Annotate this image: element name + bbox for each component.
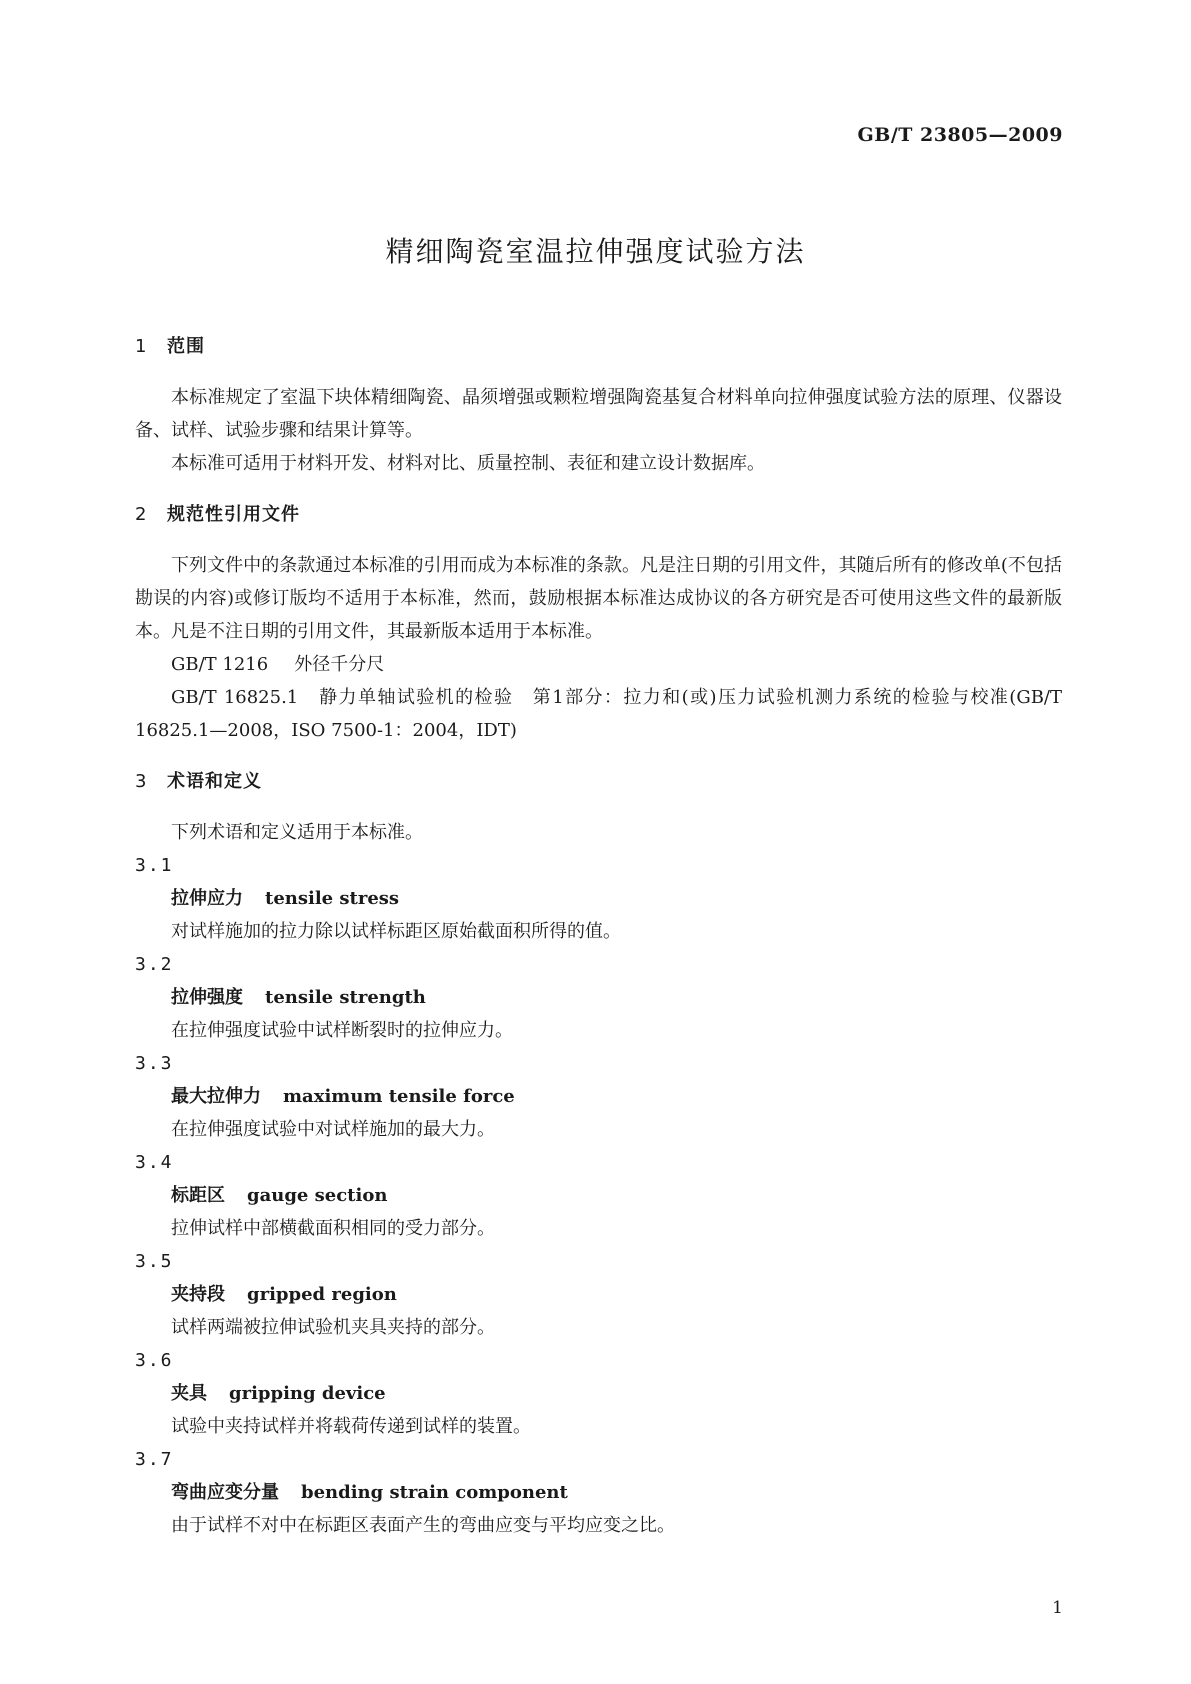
section-number: 2 [135,504,148,525]
term-name [135,882,1062,915]
reference-item [135,648,1062,681]
document-body [135,330,1062,1542]
term-name-zh: 标距区 [171,1185,225,1206]
term-name [135,981,1062,1014]
section-heading-scope [135,330,1062,364]
term-name-zh: 最大拉伸力 [171,1086,261,1107]
scope-paragraph-2: 本标准可适用于材料开发、材料对比、质量控制、表征和建立设计数据库。 [171,453,765,474]
section-number: 3 [135,771,148,792]
reference-code: GB/T 16825.1 [171,687,299,708]
scope-paragraph-1: 本标准规定了室温下块体精细陶瓷、晶须增强或颗粒增强陶瓷基复合材料单向拉伸强度试验方法的原理、仪器设备、试样、试验步骤和结果计算等。 [135,387,1062,441]
page-number: 1 [1052,1598,1063,1618]
section-heading-normative-references [135,498,1062,532]
term-number: 3.2 [135,954,174,975]
term-entry [135,948,1062,1047]
section-title: 术语和定义 [167,771,262,792]
term-name-en: gauge section [247,1185,388,1206]
term-entry [135,1047,1062,1146]
term-name-zh: 拉伸强度 [171,987,243,1008]
standard-number: GB/T 23805—2009 [857,124,1063,146]
term-name-zh: 拉伸应力 [171,888,243,909]
term-entry [135,1245,1062,1344]
term-number: 3.7 [135,1449,174,1470]
term-number: 3.1 [135,855,174,876]
term-number: 3.4 [135,1152,174,1173]
references-paragraph: 下列文件中的条款通过本标准的引用而成为本标准的条款。凡是注日期的引用文件，其随后所有的修改单(不包括勘误的内容)或修订版均不适用于本标准，然而，鼓励根据本标准达成协议的各方研究是否可使用这些文件的最新版本。凡是不注日期的引用文件，其最新版本适用于本标准。 [135,555,1062,642]
term-name [135,1080,1062,1113]
term-number: 3.6 [135,1350,174,1371]
reference-title: 静力单轴试验机的检验 第1部分：拉力和(或)压力试验机测力系统的检验与校准(GB/T 16825.1—2008，ISO 7500-1：2004，IDT) [135,687,1062,741]
term-name-zh: 夹持段 [171,1284,225,1305]
section-title: 规范性引用文件 [167,504,300,525]
term-name-en: gripping device [229,1383,386,1404]
term-number: 3.3 [135,1053,174,1074]
term-name-en: tensile stress [265,888,400,909]
term-entry [135,1443,1062,1542]
term-definition: 拉伸试样中部横截面积相同的受力部分。 [171,1218,495,1239]
term-name [135,1476,1062,1509]
term-definition: 试验中夹持试样并将载荷传递到试样的装置。 [171,1416,531,1437]
term-name-en: gripped region [247,1284,397,1305]
document-title: 精细陶瓷室温拉伸强度试验方法 [385,235,806,268]
term-definition: 在拉伸强度试验中试样断裂时的拉伸应力。 [171,1020,513,1041]
term-name [135,1179,1062,1212]
term-name [135,1377,1062,1410]
term-name-zh: 夹具 [171,1383,207,1404]
term-definition: 在拉伸强度试验中对试样施加的最大力。 [171,1119,495,1140]
term-name-zh: 弯曲应变分量 [171,1482,279,1503]
section-heading-terms-definitions [135,765,1062,799]
reference-title: 外径千分尺 [294,654,385,675]
term-definition: 试样两端被拉伸试验机夹具夹持的部分。 [171,1317,495,1338]
term-name-en: maximum tensile force [283,1086,515,1107]
reference-item [135,681,1062,747]
term-name-en: bending strain component [301,1482,568,1503]
term-entry [135,1344,1062,1443]
term-name [135,1278,1062,1311]
terms-intro: 下列术语和定义适用于本标准。 [171,822,423,843]
term-number: 3.5 [135,1251,174,1272]
section-title: 范围 [167,336,205,357]
section-number: 1 [135,336,148,357]
reference-code: GB/T 1216 [171,654,269,675]
term-entry [135,1146,1062,1245]
term-definition: 由于试样不对中在标距区表面产生的弯曲应变与平均应变之比。 [171,1515,675,1536]
term-definition: 对试样施加的拉力除以试样标距区原始截面积所得的值。 [171,921,621,942]
term-entry [135,849,1062,948]
term-name-en: tensile strength [265,987,426,1008]
